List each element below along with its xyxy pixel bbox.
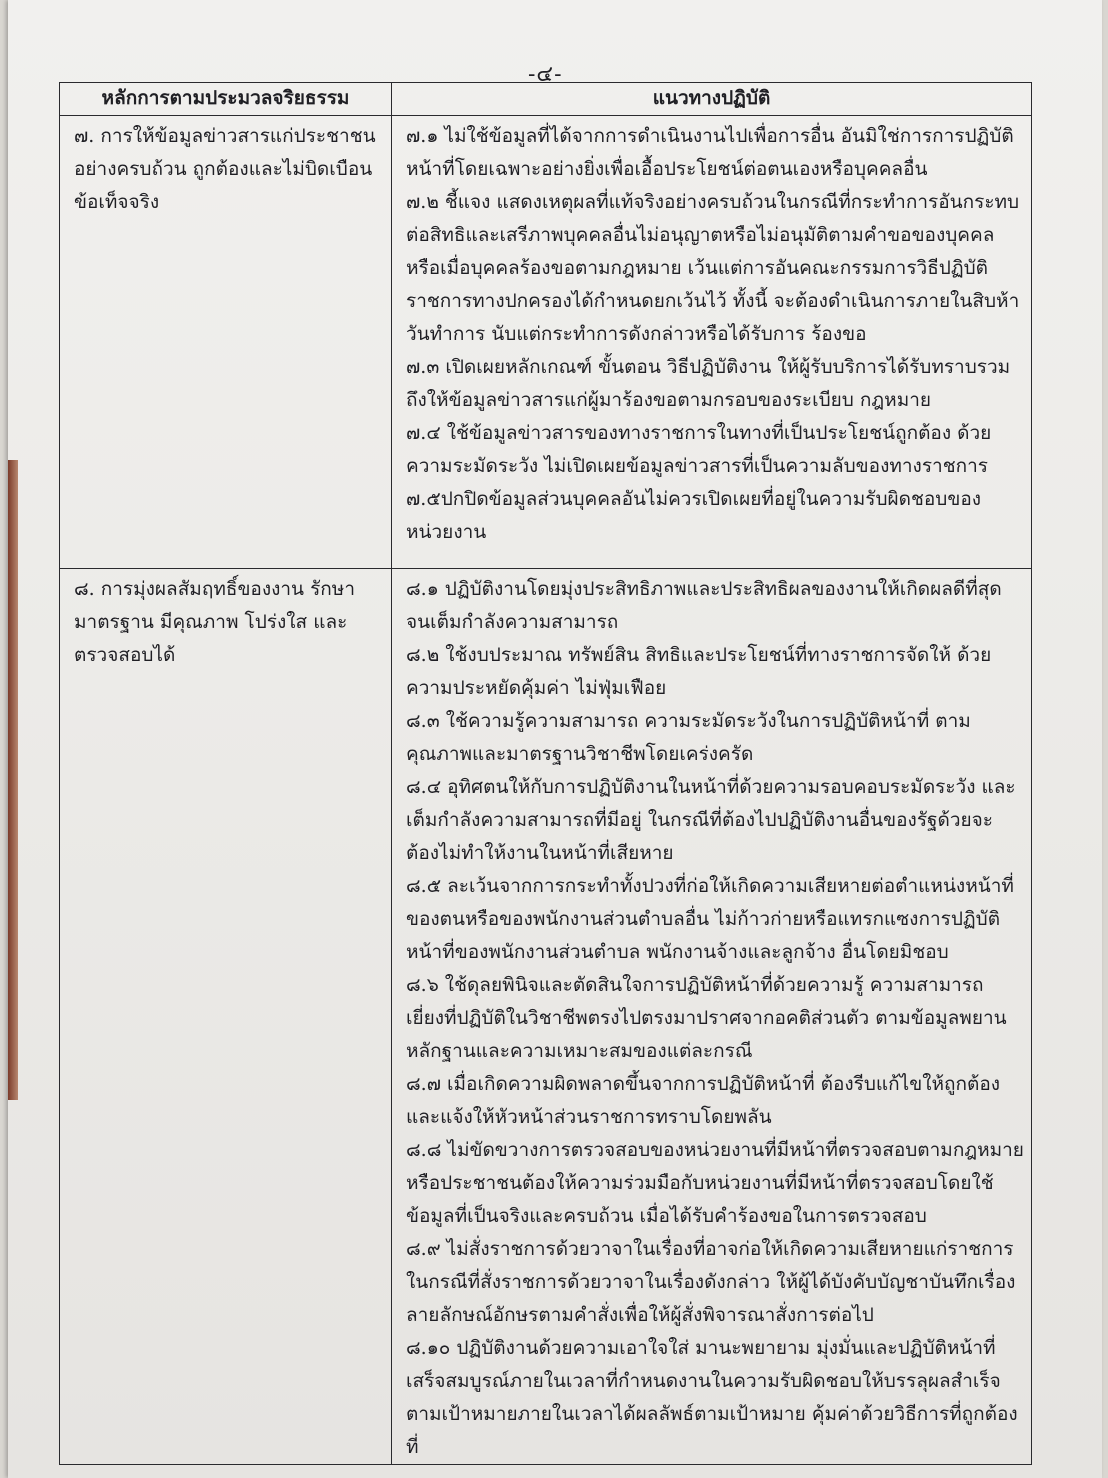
table-row	[60, 569, 1032, 1465]
practice-item: ๘.๒ ใช้งบประมาณ ทรัพย์สิน สิทธิและประโยชน์ที่ทางราชการจัดให้ ด้วยความประหยัดคุ้มค่า ไม่ฟุ่มเฟือย	[406, 644, 992, 699]
practice-item: ๘.๑ ปฏิบัติงานโดยมุ่งประสิทธิภาพและประสิทธิผลของงานให้เกิดผลดีที่สุดจนเต็มกำลังความสามารถ	[406, 578, 1002, 633]
practice-item: ๗.๕ปกปิดข้อมูลส่วนบุคคลอันไม่ควรเปิดเผยที่อยู่ในความรับผิดชอบของหน่วยงาน	[406, 488, 982, 543]
principle-cell	[60, 569, 392, 1465]
document-page	[8, 0, 1102, 1478]
ethics-table	[59, 82, 1032, 1465]
binder-edge	[8, 460, 18, 1100]
practice-item: ๗.๓ เปิดเผยหลักเกณฑ์ ขั้นตอน วิธีปฏิบัติงาน ให้ผู้รับบริการได้รับทราบรวมถึงให้ข้อมูลข่าวสารแก่ผู้มาร้องขอตามกรอบของระเบียบ กฎหมาย	[406, 356, 1011, 411]
practice-item: ๘.๙ ไม่สั่งราชการด้วยวาจาในเรื่องที่อาจก่อให้เกิดความเสียหายแก่ราชการในกรณีที่สั่งราชการด้วยวาจาในเรื่องดังกล่าว ให้ผู้ได้บังคับบัญชาบันทึกเรื่องลายลักษณ์อักษรตามคำสั่งเพื่อให้ผู้สั่งพิจารณาสั่งการต่อไป	[406, 1238, 1016, 1326]
practice-item: ๘.๑๐ ปฏิบัติงานด้วยความเอาใจใส่ มานะพยายาม มุ่งมั่นและปฏิบัติหน้าที่เสร็จสมบูรณ์ภายในเวลาที่กำหนดงานในความรับผิดชอบให้บรรลุผลสำเร็จตามเป้าหมายภายในเวลาได้ผลลัพธ์ตามเป้าหมาย คุ้มค่าด้วยวิธีการที่ถูกต้องที่	[406, 1337, 1018, 1458]
principle-text: ๗. การให้ข้อมูลข่าวสารแก่ประชาชนอย่างครบถ้วน ถูกต้องและไม่บิดเบือนข้อเท็จจริง	[74, 125, 376, 213]
practice-item: ๘.๖ ใช้ดุลยพินิจและตัดสินใจการปฏิบัติหน้าที่ด้วยความรู้ ความสามารถ เยี่ยงที่ปฏิบัติในวิชาชีพตรงไปตรงมาปราศจากอคติส่วนตัว ตามข้อมูลพยานหลักฐานและความเหมาะสมของแต่ละกรณี	[406, 974, 1007, 1062]
header-practices: แนวทางปฏิบัติ	[392, 83, 1032, 116]
principle-text: ๘. การมุ่งผลสัมฤทธิ์ของงาน รักษามาตรฐาน มีคุณภาพ โปร่งใส และตรวจสอบได้	[74, 578, 355, 666]
practices-cell	[392, 116, 1032, 569]
table-row	[60, 116, 1032, 569]
practice-item: ๘.๓ ใช้ความรู้ความสามารถ ความระมัดระวังในการปฏิบัติหน้าที่ ตามคุณภาพและมาตรฐานวิชาชีพโดยเคร่งครัด	[406, 710, 971, 765]
practice-item: ๘.๗ เมื่อเกิดความผิดพลาดขึ้นจากการปฏิบัติหน้าที่ ต้องรีบแก้ไขให้ถูกต้องและแจ้งให้หัวหน้าส่วนราชการทราบโดยพลัน	[406, 1073, 1001, 1128]
table-header-row	[60, 83, 1032, 116]
practice-item: ๗.๒ ชี้แจง แสดงเหตุผลที่แท้จริงอย่างครบถ้วนในกรณีที่กระทำการอันกระทบต่อสิทธิและเสรีภาพบุคคลอื่นไม่อนุญาตหรือไม่อนุมัติตามคำขอของบุคคลหรือเมื่อบุคคลร้องขอตามกฎหมาย เว้นแต่การอันคณะกรรมการวิธีปฏิบัติราชการทางปกครองได้กำหนดยกเว้นไว้ ทั้งนี้ จะต้องดำเนินการภายในสิบห้าวันทำการ นับแต่กระทำการดังกล่าวหรือได้รับการ ร้องขอ	[406, 191, 1020, 345]
page-number: -๔-	[528, 62, 563, 87]
practice-item: ๗.๔ ใช้ข้อมูลข่าวสารของทางราชการในทางที่เป็นประโยชน์ถูกต้อง ด้วยความระมัดระวัง ไม่เปิดเผยข้อมูลข่าวสารที่เป็นความลับของทางราชการ	[406, 422, 992, 477]
principle-cell	[60, 116, 392, 569]
practice-item: ๘.๕ ละเว้นจากการกระทำทั้งปวงที่ก่อให้เกิดความเสียหายต่อตำแหน่งหน้าที่ของตนหรือของพนักงานส่วนตำบลอื่น ไม่ก้าวก่ายหรือแทรกแซงการปฏิบัติหน้าที่ของพนักงานส่วนตำบล พนักงานจ้างและลูกจ้าง อื่นโดยมิชอบ	[406, 875, 1014, 963]
practice-item: ๗.๑ ไม่ใช้ข้อมูลที่ได้จากการดำเนินงานไปเพื่อการอื่น อันมิใช่การการปฏิบัติหน้าที่โดยเฉพาะอย่างยิ่งเพื่อเอื้อประโยชน์ต่อตนเองหรือบุคคลอื่น	[406, 125, 1014, 180]
practice-item: ๘.๘ ไม่ขัดขวางการตรวจสอบของหน่วยงานที่มีหน้าที่ตรวจสอบตามกฎหมายหรือประชาชนต้องให้ความร่วมมือกับหน่วยงานที่มีหน้าที่ตรวจสอบโดยใช้ข้อมูลที่เป็นจริงและครบถ้วน เมื่อได้รับคำร้องขอในการตรวจสอบ	[406, 1139, 1024, 1227]
practice-item: ๘.๔ อุทิศตนให้กับการปฏิบัติงานในหน้าที่ด้วยความรอบคอบระมัดระวัง และเต็มกำลังความสามารถที่มีอยู่ ในกรณีที่ต้องไปปฏิบัติงานอื่นของรัฐด้วยจะต้องไม่ทำให้งานในหน้าที่เสียหาย	[406, 776, 1016, 864]
practices-cell	[392, 569, 1032, 1465]
header-principles: หลักการตามประมวลจริยธรรม	[60, 83, 392, 116]
